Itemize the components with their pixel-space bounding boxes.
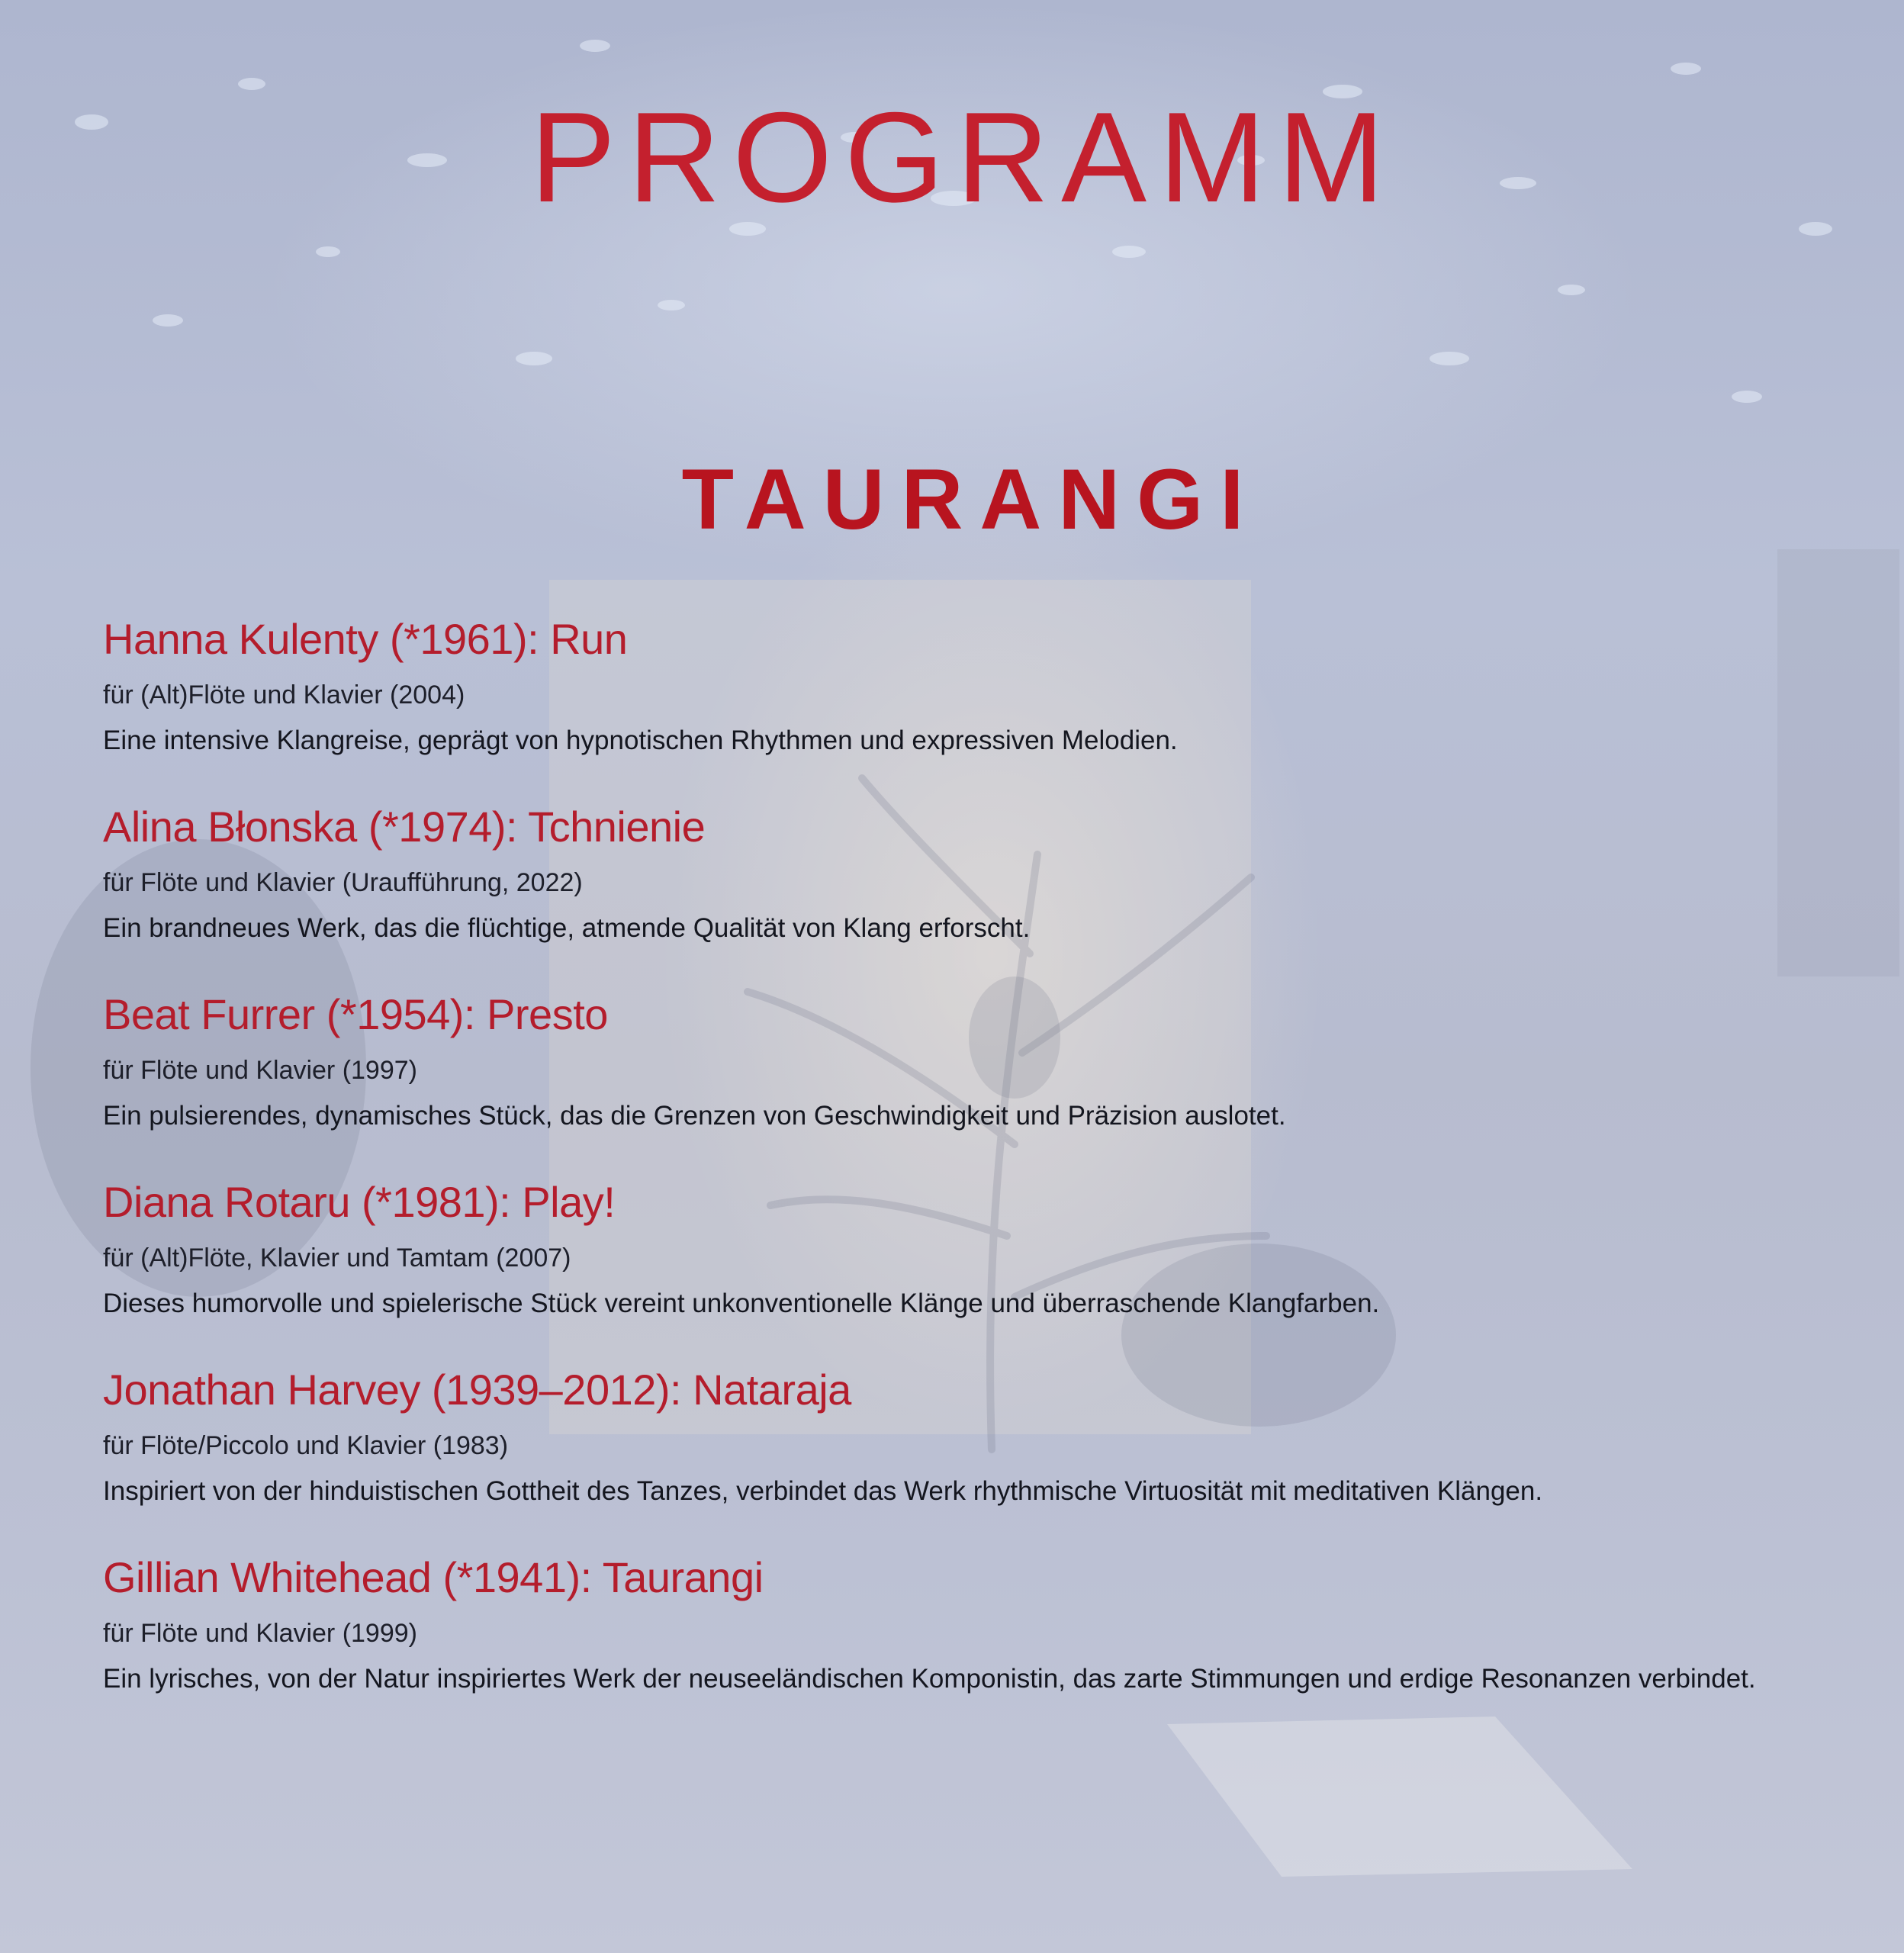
program-subtitle: TAURANGI	[681, 452, 1261, 547]
program-item	[103, 1361, 1819, 1514]
piece-instrumentation: für Flöte und Klavier (Uraufführung, 2022)	[103, 868, 583, 897]
piece-heading: Hanna Kulenty (*1961): Run	[103, 615, 628, 663]
piece-heading: Beat Furrer (*1954): Presto	[103, 990, 608, 1038]
piece-instrumentation: für (Alt)Flöte und Klavier (2004)	[103, 680, 465, 709]
program-item	[103, 798, 1819, 951]
piece-description: Dieses humorvolle und spielerische Stück vereint unkonventionelle Klänge und überraschende Klangfarben.	[103, 1289, 1380, 1318]
piece-heading: Jonathan Harvey (1939–2012): Nataraja	[103, 1366, 851, 1414]
piece-heading: Gillian Whitehead (*1941): Taurangi	[103, 1553, 764, 1601]
program-item	[103, 986, 1819, 1138]
piece-heading: Diana Rotaru (*1981): Play!	[103, 1178, 616, 1226]
piece-description: Ein lyrisches, von der Natur inspiriertes Werk der neuseeländischen Komponistin, das zarte Stimmungen und erdige Resonanzen verbindet.	[103, 1664, 1756, 1694]
program-item	[103, 1173, 1819, 1326]
program-list	[103, 610, 1819, 1736]
piece-heading: Alina Błonska (*1974): Tchnienie	[103, 803, 706, 851]
piece-description: Eine intensive Klangreise, geprägt von hypnotischen Rhythmen und expressiven Melodien.	[103, 726, 1178, 755]
piece-instrumentation: für (Alt)Flöte, Klavier und Tamtam (2007)	[103, 1244, 571, 1273]
piece-description: Ein brandneues Werk, das die flüchtige, atmende Qualität von Klang erforscht.	[103, 913, 1031, 943]
piece-description: Inspiriert von der hinduistischen Gottheit des Tanzes, verbindet das Werk rhythmische Virtuosität mit meditativen Klängen.	[103, 1476, 1543, 1506]
piece-instrumentation: für Flöte und Klavier (1999)	[103, 1619, 417, 1648]
piece-instrumentation: für Flöte und Klavier (1997)	[103, 1056, 417, 1085]
program-item	[103, 610, 1819, 763]
page-title: PROGRAMM	[530, 85, 1397, 229]
piece-instrumentation: für Flöte/Piccolo und Klavier (1983)	[103, 1431, 509, 1460]
program-item	[103, 1549, 1819, 1701]
piece-description: Ein pulsierendes, dynamisches Stück, das die Grenzen von Geschwindigkeit und Präzision auslotet.	[103, 1101, 1286, 1131]
